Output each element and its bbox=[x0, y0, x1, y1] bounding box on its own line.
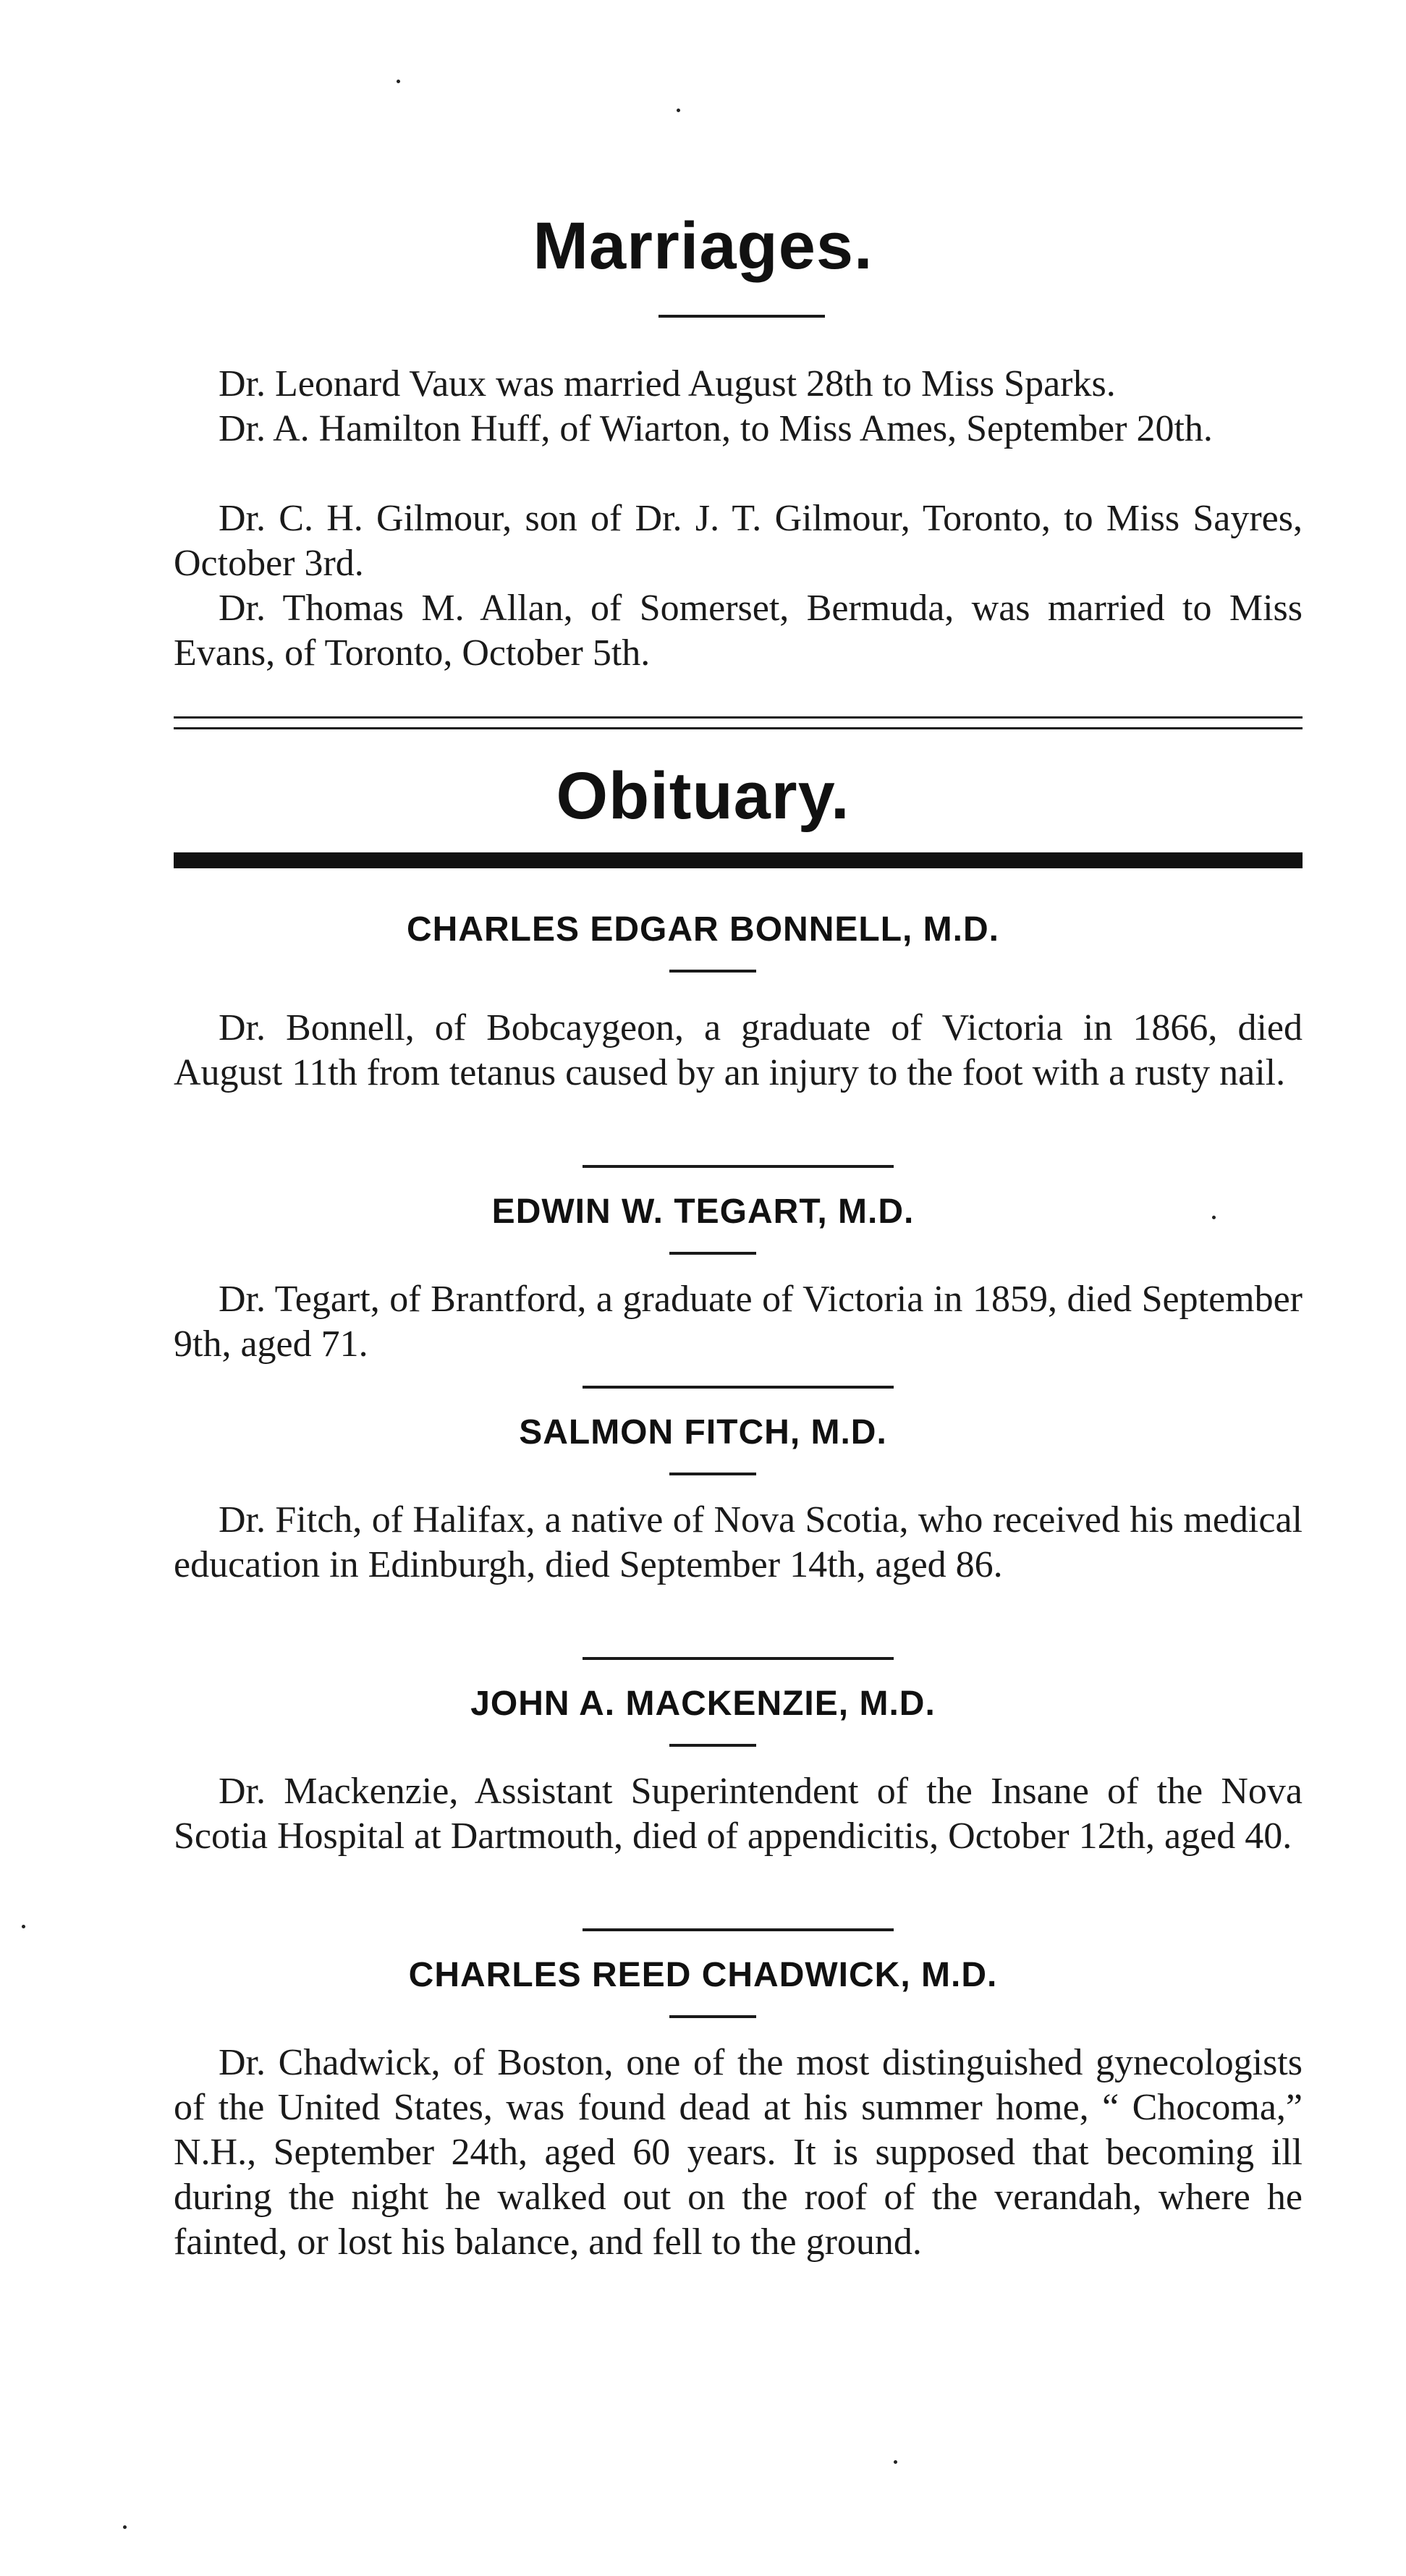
print-speck bbox=[397, 80, 400, 83]
entry-separator bbox=[583, 1386, 894, 1389]
obituary-text: Dr. Chadwick, of Boston, one of the most distinguished gynecologists of the United States, was found dead at his summer home, “ Chocoma,” N.H., September 24th, aged 60 years. It is supposed that becoming ill during the night he walked out on the roof of the verandah, where he fainted, or lost his balance, and fell to the ground. bbox=[174, 2042, 1303, 2263]
name-underline bbox=[669, 1473, 756, 1475]
print-speck bbox=[894, 2460, 897, 2464]
marriage-entry: Dr. Thomas M. Allan, of Somerset, Bermuda, was married to Miss Evans, of Toronto, October 5th. bbox=[174, 588, 1303, 674]
name-underline bbox=[669, 1252, 756, 1255]
marriage-entry: Dr. C. H. Gilmour, son of Dr. J. T. Gilmour, Toronto, to Miss Sayres, October 3rd. bbox=[174, 498, 1303, 584]
print-speck bbox=[22, 1925, 25, 1928]
obituary-title: Obituary. bbox=[556, 759, 850, 833]
print-speck bbox=[123, 2525, 127, 2529]
marriage-entry: Dr. A. Hamilton Huff, of Wiarton, to Miss Ames, September 20th. bbox=[219, 408, 1213, 449]
obituary-name: SALMON FITCH, M.D. bbox=[519, 1413, 887, 1452]
print-speck bbox=[677, 109, 680, 112]
obituary-text: Dr. Fitch, of Halifax, a native of Nova Scotia, who received his medical education in Edinburgh, died September 14th, aged 86. bbox=[174, 1499, 1303, 1585]
obituary-name: EDWIN W. TEGART, M.D. bbox=[491, 1192, 915, 1231]
name-underline bbox=[669, 2015, 756, 2018]
marriage-entry: Dr. Leonard Vaux was married August 28th to Miss Sparks. bbox=[219, 363, 1116, 404]
entry-separator bbox=[583, 1165, 894, 1168]
obituary-name: CHARLES REED CHADWICK, M.D. bbox=[408, 1956, 998, 1994]
obituary-name: CHARLES EDGAR BONNELL, M.D. bbox=[407, 910, 999, 949]
obituary-name: JOHN A. MACKENZIE, M.D. bbox=[470, 1685, 936, 1723]
obituary-text: Dr. Tegart, of Brantford, a graduate of Victoria in 1859, died September 9th, aged 71. bbox=[174, 1279, 1303, 1365]
marriages-title-rule bbox=[658, 315, 825, 318]
marriages-title: Marriages. bbox=[533, 209, 873, 283]
entry-separator bbox=[583, 1657, 894, 1660]
name-underline bbox=[669, 970, 756, 973]
obituary-text: Dr. Bonnell, of Bobcaygeon, a graduate of Victoria in 1866, died August 11th from tetanus caused by an injury to the foot with a rusty nail. bbox=[174, 1007, 1303, 1093]
obituary-text: Dr. Mackenzie, Assistant Superintendent of the Insane of the Nova Scotia Hospital at Dartmouth, died of appendicitis, October 12th, aged 40. bbox=[174, 1771, 1303, 1857]
name-underline bbox=[669, 1744, 756, 1747]
obituary-title-rule bbox=[174, 852, 1303, 868]
section-divider bbox=[174, 716, 1303, 729]
entry-separator bbox=[583, 1928, 894, 1931]
